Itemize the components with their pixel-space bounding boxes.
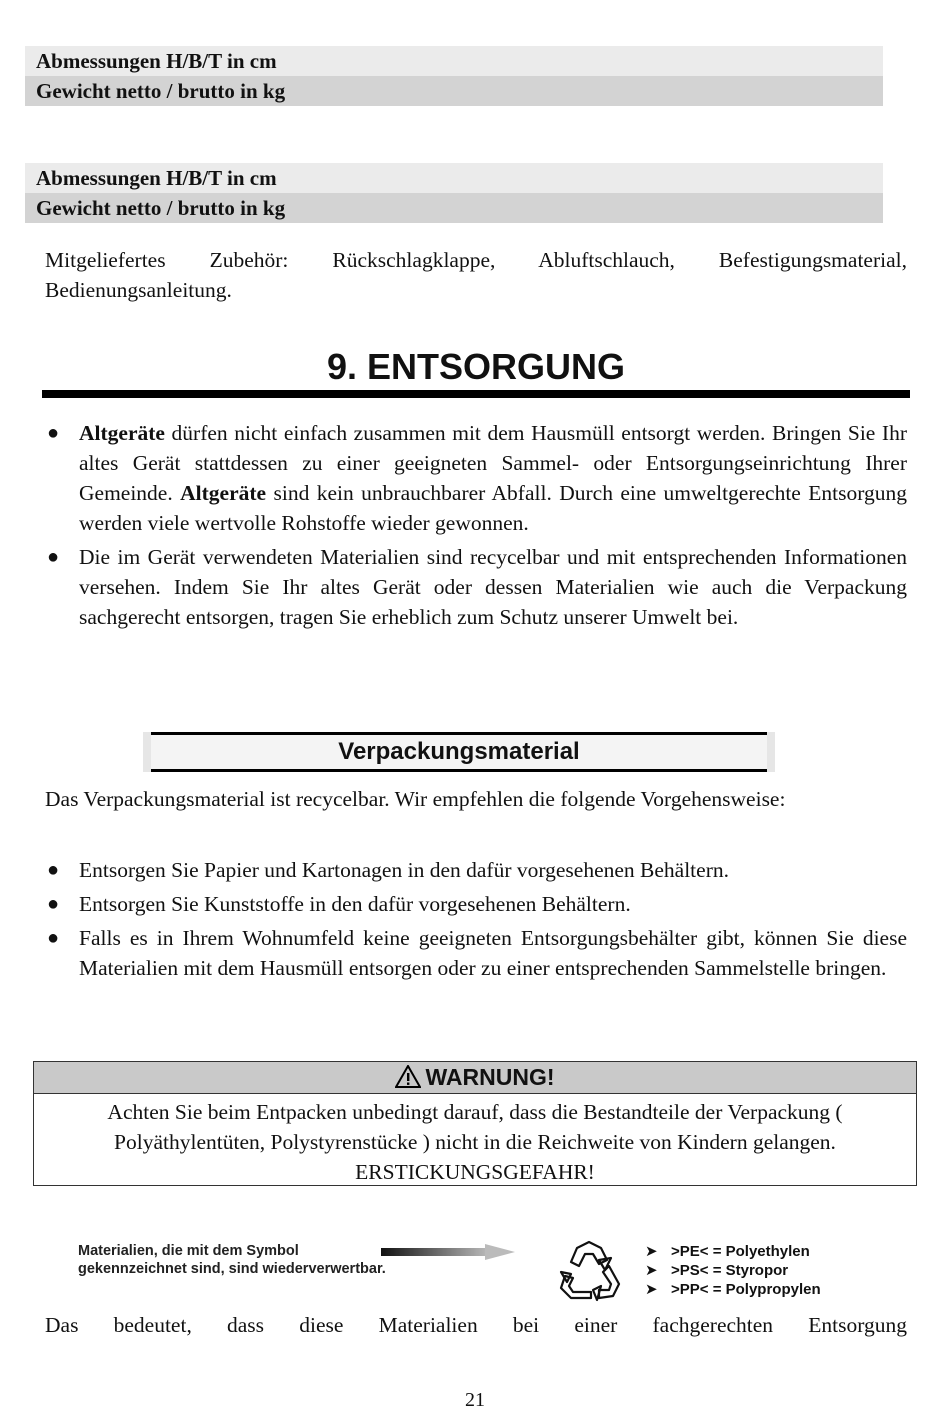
spec-table-2	[25, 163, 883, 223]
material-label: >PE< = Polyethylen	[671, 1243, 810, 1260]
list-item	[645, 1280, 821, 1299]
bullet-icon: ●	[47, 422, 60, 444]
packaging-list	[45, 855, 907, 987]
list-item-text: Die im Gerät verwendeten Materialien sind recycelbar und mit entsprechenden Informationen versehen. Indem Sie Ihr altes Gerät oder dessen Materialien wie auch die Verpackung sachgerecht entsorgen, tragen Sie erheblich zum Schutz unserer Umwelt bei.	[79, 545, 907, 629]
list-item	[45, 855, 907, 885]
warning-text: Achten Sie beim Entpacken unbedingt darauf, dass die Bestandteile der Verpackung ( Polyäthylentüten, Polystyrenstücke ) nicht in die Reichweite von Kindern gelangen. ERSTICKUNGSGEFAHR!	[107, 1100, 843, 1184]
list-item	[45, 418, 907, 538]
closing-paragraph: Das bedeutet, dass diese Materialien bei einer fachgerechten Entsorgung	[45, 1313, 907, 1337]
recycling-note	[78, 1242, 386, 1278]
list-item	[45, 542, 907, 632]
warning-box	[33, 1061, 917, 1186]
arrow-bullet-icon: ➤	[645, 1262, 658, 1279]
recycling-note-line: gekennzeichnet sind, sind wiederverwertbar.	[78, 1261, 386, 1277]
bullet-icon: ●	[47, 893, 60, 915]
spec-row-weight: Gewicht netto / brutto in kg	[25, 76, 883, 106]
arrow-bullet-icon: ➤	[645, 1243, 658, 1260]
material-label: >PS< = Styropor	[671, 1262, 789, 1279]
list-item	[45, 889, 907, 919]
material-label: >PP< = Polypropylen	[671, 1281, 821, 1298]
spec-row-dimensions: Abmessungen H/B/T in cm	[25, 46, 883, 76]
section-title: 9. ENTSORGUNG	[326, 346, 626, 387]
accessories-paragraph: Mitgeliefertes Zubehör: Rückschlagklappe, Abluftschlauch, Befestigungsmaterial, Bedienungsanleitung.	[45, 248, 907, 302]
arrow-bullet-icon: ➤	[645, 1281, 658, 1298]
spec-table-1	[25, 46, 883, 106]
warning-header	[34, 1062, 916, 1094]
bullet-icon: ●	[47, 927, 60, 949]
list-item-text: dürfen nicht einfach zusammen mit dem Hausmüll entsorgt werden. Bringen Sie Ihr altes Gerät stattdessen zu einer geeigneten Sammel- oder Entsorgungseinrichtung Ihrer Gemeinde.	[79, 421, 907, 505]
spec-row-weight: Gewicht netto / brutto in kg	[25, 193, 883, 223]
list-item	[45, 923, 907, 983]
list-item	[645, 1242, 821, 1261]
spec-row-dimensions: Abmessungen H/B/T in cm	[25, 163, 883, 193]
page-number: 21	[465, 1389, 485, 1411]
warning-title: WARNUNG!	[425, 1064, 555, 1090]
section-divider	[42, 390, 910, 398]
packaging-heading-box	[143, 732, 775, 772]
packaging-heading: Verpackungsmaterial	[151, 732, 767, 772]
list-item-text: Entsorgen Sie Papier und Kartonagen in den dafür vorgesehenen Behältern.	[79, 858, 729, 882]
packaging-intro: Das Verpackungsmaterial ist recycelbar. Wir empfehlen die folgende Vorgehensweise:	[45, 787, 786, 811]
list-item-text: Entsorgen Sie Kunststoffe in den dafür vorgesehenen Behältern.	[79, 892, 631, 916]
materials-list	[645, 1242, 821, 1299]
list-item-text: sind kein unbrauchbarer Abfall. Durch eine umweltgerechte Entsorgung werden viele wertvolle Rohstoffe wieder gewonnen.	[79, 481, 907, 535]
bold-term: Altgeräte	[79, 421, 165, 445]
recycling-symbol-icon	[553, 1240, 625, 1308]
arrow-right-icon	[381, 1244, 516, 1260]
bullet-icon: ●	[47, 546, 60, 568]
recycling-note-line: Materialien, die mit dem Symbol	[78, 1243, 299, 1259]
list-item-text: Falls es in Ihrem Wohnumfeld keine geeigneten Entsorgungsbehälter gibt, können Sie diese Materialien mit dem Hausmüll entsorgen oder zu einer entsprechenden Sammelstelle bringen.	[79, 926, 907, 980]
bullet-icon: ●	[47, 859, 60, 881]
bold-term: Altgeräte	[180, 481, 267, 505]
list-item	[645, 1261, 821, 1280]
disposal-list	[45, 418, 907, 636]
warning-triangle-icon	[395, 1065, 421, 1088]
